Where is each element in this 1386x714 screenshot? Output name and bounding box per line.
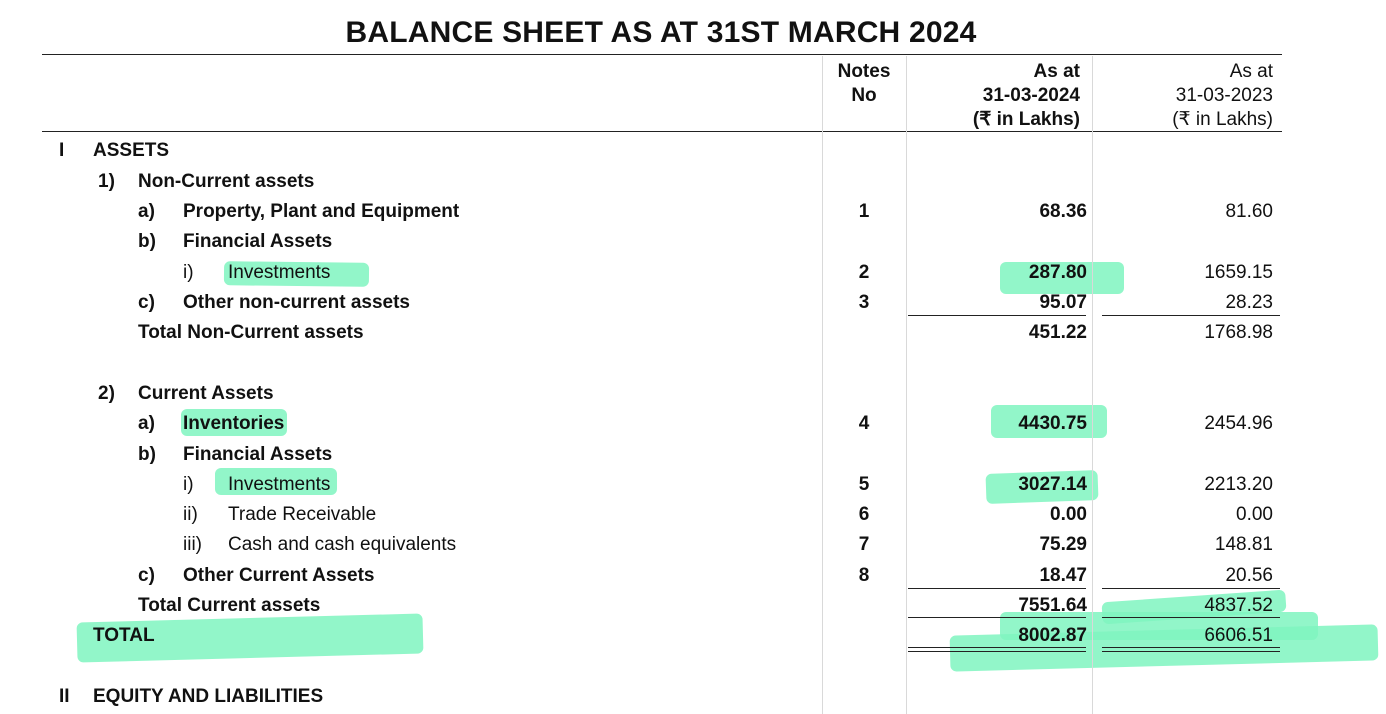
value-2023: 0.00 <box>1236 504 1273 525</box>
header-2023 <box>1090 60 1273 132</box>
note-number: 5 <box>858 474 870 495</box>
table-row <box>0 530 1386 560</box>
row-number: b) <box>138 231 156 252</box>
row-label: Financial Assets <box>183 231 333 252</box>
row-label: Other non-current assets <box>183 292 410 313</box>
subtotal-rule <box>908 588 1086 589</box>
value-2024: 451.22 <box>1028 322 1087 343</box>
row-number: II <box>59 686 70 707</box>
value-2023: 28.23 <box>1225 292 1273 313</box>
double-rule <box>908 647 1086 648</box>
value-2024: 75.29 <box>1039 534 1087 555</box>
note-number: 1 <box>858 201 870 222</box>
value-2023: 6606.51 <box>1204 625 1273 646</box>
table-row <box>0 470 1386 500</box>
row-number: b) <box>138 444 156 465</box>
subtotal-rule <box>1102 588 1280 589</box>
row-number: i) <box>183 262 194 283</box>
table-row <box>0 409 1386 439</box>
value-2024: 18.47 <box>1039 565 1087 586</box>
row-label: Total Non-Current assets <box>138 322 364 343</box>
header-notes <box>822 60 906 108</box>
subtotal-rule <box>1102 315 1280 316</box>
header-2024-line2: 31-03-2024 <box>982 85 1080 106</box>
row-number: I <box>59 140 65 161</box>
value-2024: 8002.87 <box>1018 625 1087 646</box>
value-2023: 1768.98 <box>1204 322 1273 343</box>
value-2023: 81.60 <box>1225 201 1273 222</box>
row-number: c) <box>138 292 155 313</box>
note-number: 7 <box>858 534 870 555</box>
table-row <box>0 227 1386 257</box>
group-current-assets <box>0 379 1386 409</box>
value-2023: 1659.15 <box>1204 262 1273 283</box>
row-label: Property, Plant and Equipment <box>183 201 460 222</box>
value-2024: 7551.64 <box>1018 595 1087 616</box>
double-rule <box>908 651 1086 652</box>
total-rule <box>1102 617 1280 618</box>
value-2023: 2454.96 <box>1204 413 1273 434</box>
row-number: c) <box>138 565 155 586</box>
note-number: 2 <box>858 262 870 283</box>
row-label: Trade Receivable <box>228 504 377 525</box>
row-label: Non-Current assets <box>138 171 315 192</box>
value-2024: 68.36 <box>1039 201 1087 222</box>
table-row <box>0 258 1386 288</box>
row-label: Current Assets <box>138 383 274 404</box>
row-number: 2) <box>98 383 115 404</box>
subtotal-rule <box>908 315 1086 316</box>
value-2023: 4837.52 <box>1204 595 1273 616</box>
page-title: BALANCE SHEET AS AT 31ST MARCH 2024 <box>345 16 977 49</box>
row-label: Financial Assets <box>183 444 333 465</box>
value-2024: 287.80 <box>1028 262 1087 283</box>
table-row <box>0 561 1386 591</box>
note-number: 6 <box>858 504 870 525</box>
row-label: Investments <box>228 474 331 495</box>
table-row <box>0 440 1386 470</box>
row-number: 1) <box>98 171 115 192</box>
row-label: TOTAL <box>93 625 155 646</box>
row-number: a) <box>138 201 155 222</box>
header-2024-line1: As at <box>1033 61 1080 82</box>
row-number: iii) <box>183 534 202 555</box>
header-notes-line2: No <box>851 85 877 106</box>
row-label: Investments <box>228 262 331 283</box>
value-2023: 20.56 <box>1225 565 1273 586</box>
section-assets <box>0 136 1386 166</box>
value-2024: 0.00 <box>1050 504 1087 525</box>
header-2024 <box>900 60 1080 132</box>
header-2023-line3: (₹ in Lakhs) <box>1172 109 1273 130</box>
row-number: ii) <box>183 504 198 525</box>
total-rule <box>908 617 1086 618</box>
total-non-current-assets-row <box>0 318 1386 348</box>
row-number: i) <box>183 474 194 495</box>
value-2024: 3027.14 <box>1018 474 1087 495</box>
group-non-current-assets <box>0 167 1386 197</box>
section-equity-liabilities <box>0 682 1386 712</box>
note-number: 4 <box>858 413 870 434</box>
table-row <box>0 197 1386 227</box>
value-2024: 4430.75 <box>1018 413 1087 434</box>
header-notes-line1: Notes <box>837 61 891 82</box>
header-top-rule <box>42 54 1282 55</box>
header-2023-line2: 31-03-2023 <box>1175 85 1273 106</box>
row-label: Inventories <box>183 413 285 434</box>
value-2024: 95.07 <box>1039 292 1087 313</box>
table-row <box>0 288 1386 318</box>
row-label: Total Current assets <box>138 595 321 616</box>
header-2023-line1: As at <box>1229 61 1273 82</box>
row-number: a) <box>138 413 155 434</box>
value-2023: 148.81 <box>1214 534 1273 555</box>
header-2024-line3: (₹ in Lakhs) <box>972 109 1080 130</box>
row-label: ASSETS <box>93 140 170 161</box>
double-rule <box>1102 651 1280 652</box>
note-number: 3 <box>858 292 870 313</box>
double-rule <box>1102 647 1280 648</box>
table-row <box>0 500 1386 530</box>
row-label: Cash and cash equivalents <box>228 534 457 555</box>
value-2023: 2213.20 <box>1204 474 1273 495</box>
note-number: 8 <box>858 565 870 586</box>
row-label: EQUITY AND LIABILITIES <box>93 686 324 707</box>
row-label: Other Current Assets <box>183 565 375 586</box>
